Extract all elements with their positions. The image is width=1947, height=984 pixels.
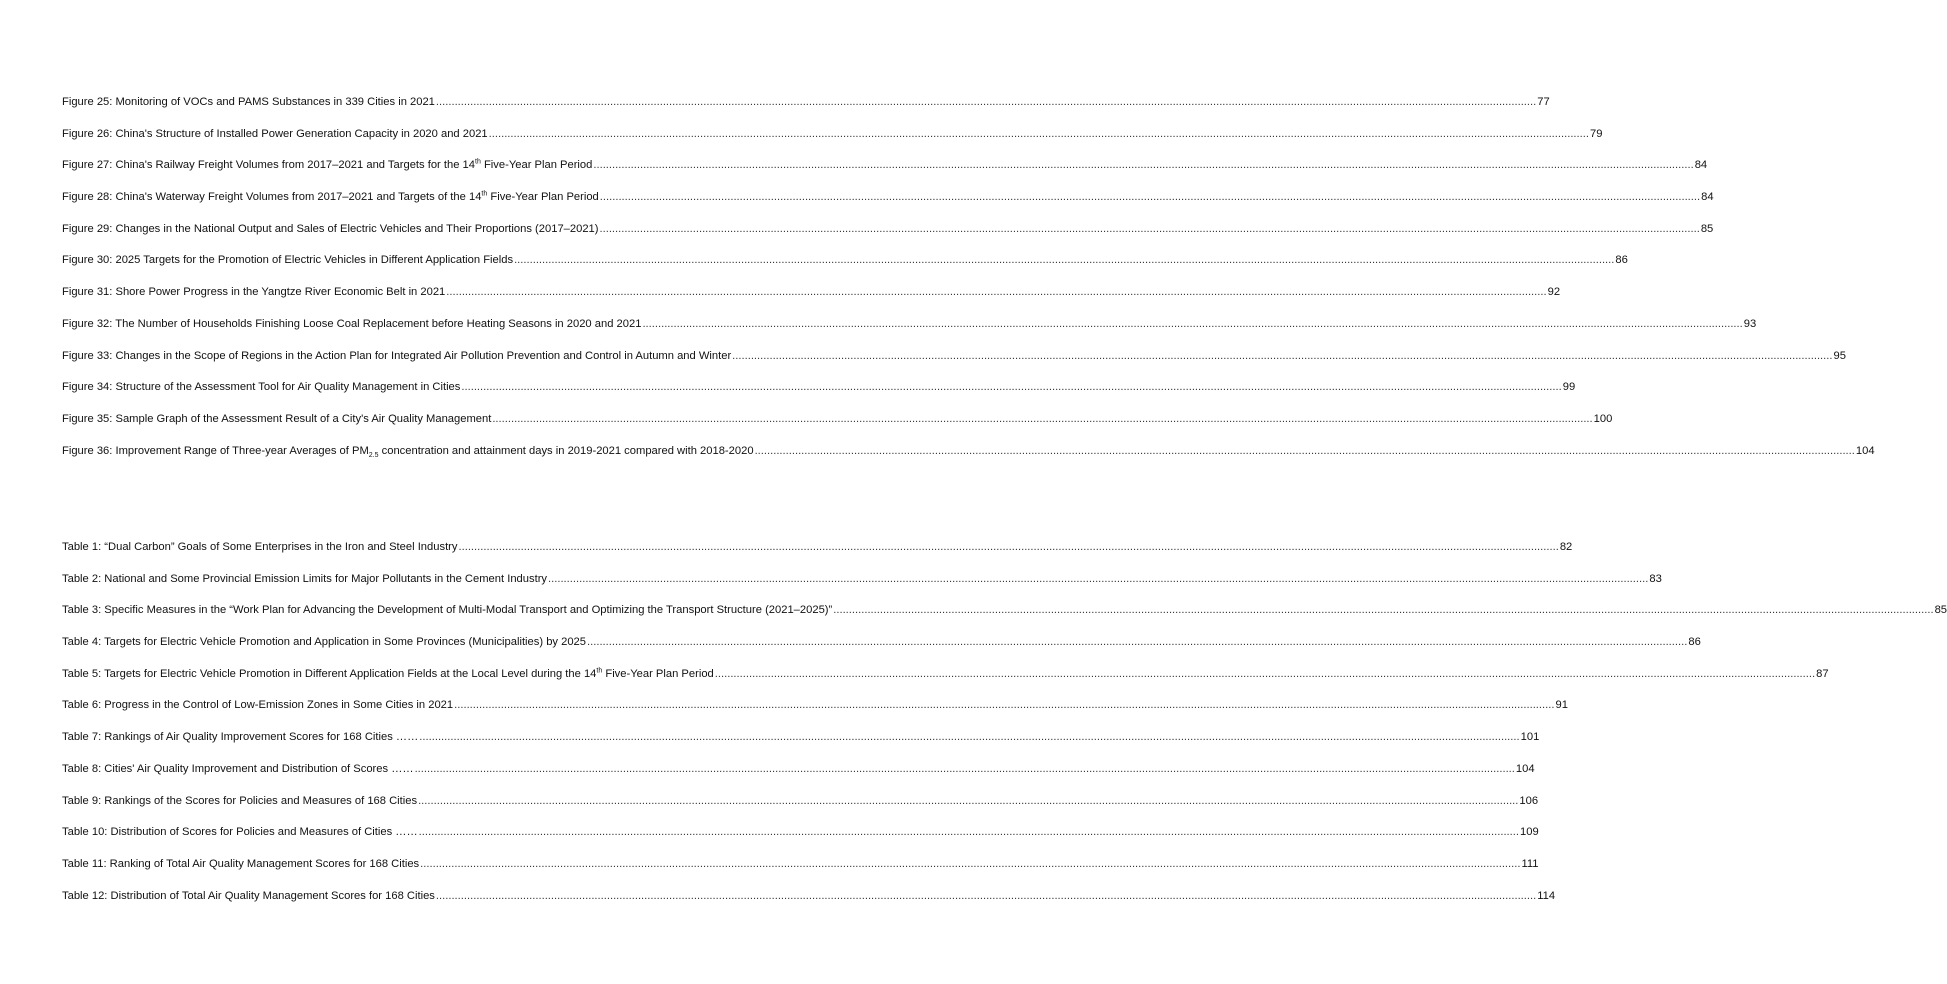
toc-entry-table-9[interactable] xyxy=(62,794,1539,826)
entry-title-text: Figure 36: Improvement Range of Three-year Averages of PM xyxy=(62,444,369,457)
dot-leader xyxy=(436,95,1536,109)
entry-title-text: Figure 27: China's Railway Freight Volumes from 2017–2021 and Targets for the 14 xyxy=(62,159,475,172)
dot-leader xyxy=(755,444,1855,458)
entry-title: Figure 25: Monitoring of VOCs and PAMS Substances in 339 Cities in 2021 xyxy=(62,96,435,108)
entry-title: Figure 31: Shore Power Progress in the Yangtze River Economic Belt in 2021 xyxy=(62,286,446,299)
dot-leader xyxy=(418,794,1518,808)
dot-leader xyxy=(593,158,1693,172)
toc-entry-table-4[interactable] xyxy=(62,635,1701,667)
entry-title: Figure 32: The Number of Households Finishing Loose Coal Replacement before Heating Seasons in 2020 and 2021 xyxy=(62,317,642,330)
dot-leader xyxy=(833,603,1933,617)
dot-leader xyxy=(732,349,1832,363)
dot-leader xyxy=(600,222,1700,236)
subscript: 2.5 xyxy=(368,451,379,459)
entry-page-number: 77 xyxy=(1537,96,1550,108)
entry-page-number: 86 xyxy=(1688,636,1701,649)
dot-leader xyxy=(446,285,1546,299)
entry-page-number: 104 xyxy=(1515,762,1535,775)
toc-entry-figure-30[interactable] xyxy=(62,253,1628,285)
list-of-tables xyxy=(62,540,1947,920)
dot-leader xyxy=(489,127,1589,141)
toc-entry-table-7[interactable] xyxy=(62,730,1540,762)
dot-leader xyxy=(548,572,1648,586)
dot-leader xyxy=(492,412,1592,426)
dot-leader xyxy=(459,540,1559,554)
entry-title: Table 2: National and Some Provincial Emission Limits for Major Pollutants in the Cement Industry xyxy=(62,572,548,585)
toc-entry-figure-36[interactable] xyxy=(62,444,1875,476)
toc-entry-figure-33[interactable] xyxy=(62,349,1846,381)
entry-page-number: 95 xyxy=(1833,349,1846,362)
toc-entry-figure-27[interactable] xyxy=(62,158,1708,190)
toc-entry-table-10[interactable] xyxy=(62,825,1539,857)
entry-page-number: 87 xyxy=(1816,667,1829,680)
entry-title: Table 10: Distribution of Scores for Policies and Measures of Cities …… xyxy=(62,826,418,839)
entry-page-number: 104 xyxy=(1855,444,1875,457)
toc-entry-table-3[interactable] xyxy=(62,603,1947,635)
entry-title: Table 11: Ranking of Total Air Quality Management Scores for 168 Cities xyxy=(62,857,420,870)
entry-title xyxy=(62,667,714,681)
entry-page-number: 99 xyxy=(1562,381,1576,394)
entry-title-text: Five-Year Plan Period xyxy=(487,191,599,204)
toc-entry-table-12[interactable] xyxy=(62,889,1556,921)
entry-page-number: 84 xyxy=(1701,191,1714,204)
dot-leader xyxy=(454,698,1554,712)
entry-page-number: 109 xyxy=(1520,826,1539,839)
toc-entry-figure-35[interactable] xyxy=(62,412,1613,444)
entry-page-number: 106 xyxy=(1519,794,1539,807)
entry-page-number: 91 xyxy=(1555,699,1568,712)
toc-entry-figure-32[interactable] xyxy=(62,317,1757,349)
toc-entry-figure-25[interactable] xyxy=(62,95,1550,127)
dot-leader xyxy=(436,889,1536,903)
entry-title: Figure 29: Changes in the National Output and Sales of Electric Vehicles and Their Proportions (2017–2021) xyxy=(62,222,599,235)
dot-leader xyxy=(514,253,1614,267)
entry-page-number: 84 xyxy=(1694,159,1708,172)
entry-title: Figure 35: Sample Graph of the Assessment Result of a City's Air Quality Management xyxy=(62,412,492,425)
toc-entry-table-8[interactable] xyxy=(62,762,1535,794)
entry-title: Table 12: Distribution of Total Air Quality Management Scores for 168 Cities xyxy=(62,889,435,902)
entry-title xyxy=(62,158,592,172)
entry-title: Table 6: Progress in the Control of Low-Emission Zones in Some Cities in 2021 xyxy=(62,699,454,712)
dot-leader xyxy=(600,190,1700,204)
superscript: th xyxy=(481,190,488,198)
dot-leader xyxy=(419,730,1519,744)
entry-title: Table 4: Targets for Electric Vehicle Promotion and Application in Some Provinces (Municipalities) by 2025 xyxy=(62,636,587,649)
entry-page-number: 79 xyxy=(1589,127,1603,140)
entry-title: Table 8: Cities' Air Quality Improvement and Distribution of Scores …… xyxy=(62,762,414,775)
toc-entry-figure-29[interactable] xyxy=(62,222,1714,254)
toc-entry-table-2[interactable] xyxy=(62,572,1662,604)
entry-title-text: Five-Year Plan Period xyxy=(602,667,714,680)
entry-title-text: Table 5: Targets for Electric Vehicle Promotion in Different Application Fields at the Local Level during the 14 xyxy=(62,667,597,680)
entry-page-number: 85 xyxy=(1934,604,1947,617)
entry-title: Figure 26: China's Structure of Installed Power Generation Capacity in 2020 and 2021 xyxy=(62,127,488,140)
entry-title-text: Five-Year Plan Period xyxy=(480,159,593,172)
toc-entry-figure-28[interactable] xyxy=(62,190,1714,222)
entry-title: Table 7: Rankings of Air Quality Improvement Scores for 168 Cities …… xyxy=(62,731,419,744)
dot-leader xyxy=(419,825,1519,839)
toc-entry-table-11[interactable] xyxy=(62,857,1539,889)
entry-page-number: 101 xyxy=(1520,731,1540,744)
entry-page-number: 111 xyxy=(1521,857,1539,870)
dot-leader xyxy=(461,380,1561,394)
toc-entry-table-5[interactable] xyxy=(62,667,1829,699)
list-of-figures xyxy=(62,95,1875,475)
entry-page-number: 114 xyxy=(1537,889,1556,902)
toc-entry-figure-31[interactable] xyxy=(62,285,1561,317)
toc-entry-table-6[interactable] xyxy=(62,698,1568,730)
dot-leader xyxy=(642,317,1742,331)
entry-page-number: 86 xyxy=(1615,254,1628,267)
entry-title xyxy=(62,190,599,204)
entry-title: Table 3: Specific Measures in the “Work Plan for Advancing the Development of Multi-Modal Transport and Optimizing the Transport Structure (2021–2025)” xyxy=(62,604,833,617)
toc-entry-figure-34[interactable] xyxy=(62,380,1576,412)
toc-entry-figure-26[interactable] xyxy=(62,127,1603,159)
entry-title: Table 1: “Dual Carbon” Goals of Some Enterprises in the Iron and Steel Industry xyxy=(62,541,458,553)
dot-leader xyxy=(420,857,1520,871)
dot-leader xyxy=(587,635,1687,649)
entry-title xyxy=(62,444,754,458)
dot-leader xyxy=(715,667,1815,681)
entry-page-number: 83 xyxy=(1649,572,1662,585)
entry-page-number: 100 xyxy=(1593,412,1613,425)
entry-page-number: 92 xyxy=(1547,286,1561,299)
superscript: th xyxy=(596,667,603,675)
entry-title: Figure 34: Structure of the Assessment Tool for Air Quality Management in Cities xyxy=(62,381,461,394)
toc-entry-table-1[interactable] xyxy=(62,540,1573,572)
entry-page-number: 93 xyxy=(1743,317,1757,330)
entry-title: Table 9: Rankings of the Scores for Policies and Measures of 168 Cities xyxy=(62,794,418,807)
entry-title: Figure 33: Changes in the Scope of Regions in the Action Plan for Integrated Air Pollution Prevention and Control in Autumn and Winter xyxy=(62,349,732,362)
dot-leader xyxy=(415,762,1515,776)
superscript: th xyxy=(475,158,481,166)
entry-page-number: 82 xyxy=(1559,541,1573,553)
entry-page-number: 85 xyxy=(1700,222,1714,235)
entry-title: Figure 30: 2025 Targets for the Promotion of Electric Vehicles in Different Application Fields xyxy=(62,254,514,267)
entry-title-text: concentration and attainment days in 2019-2021 compared with 2018-2020 xyxy=(378,444,754,457)
entry-title-text: Figure 28: China's Waterway Freight Volumes from 2017–2021 and Targets of the 14 xyxy=(62,191,482,204)
